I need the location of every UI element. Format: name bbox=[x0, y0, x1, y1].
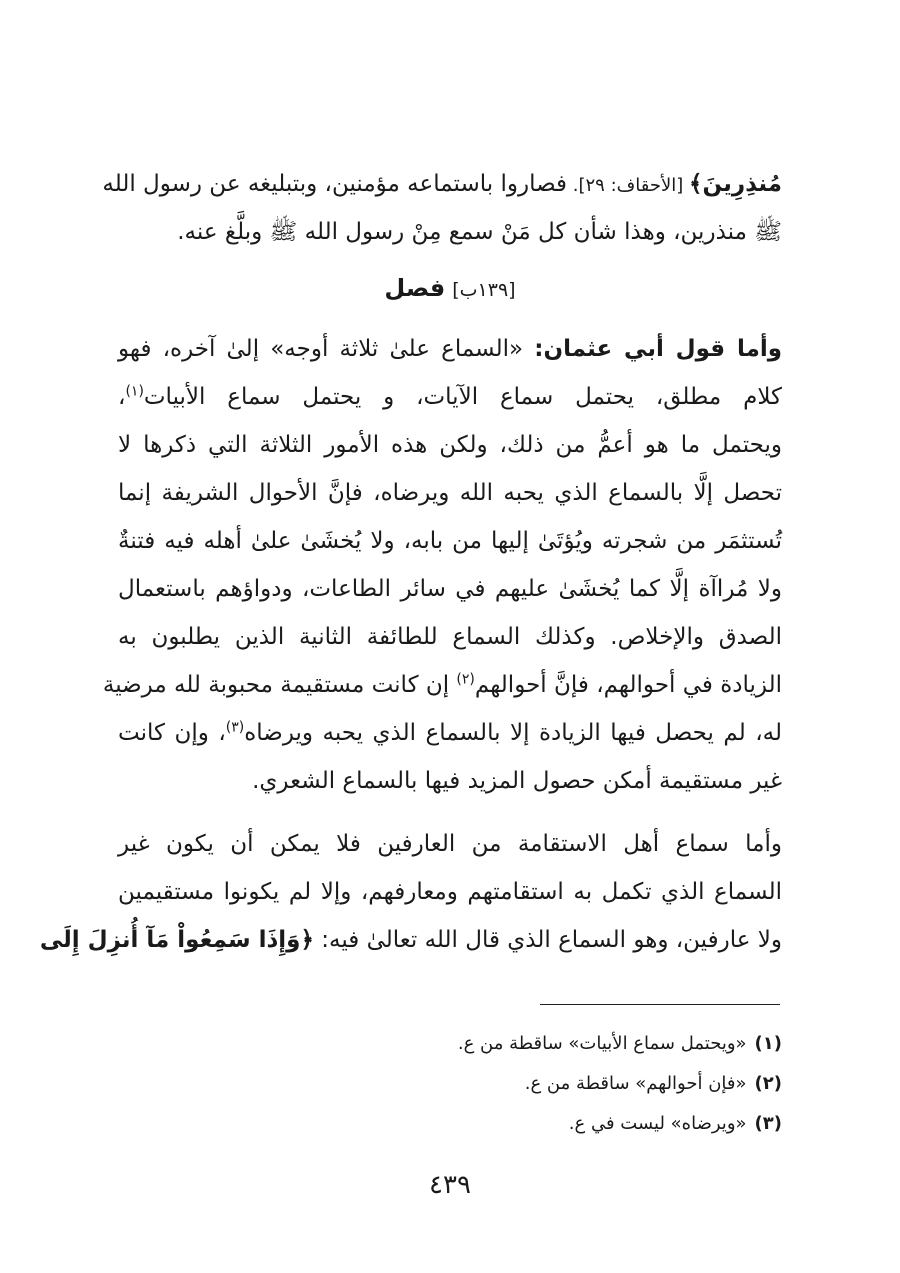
footnote-text: «فإن أحوالهم» ساقطة من ع. bbox=[524, 1073, 747, 1094]
footnote-number: (٣) bbox=[754, 1113, 782, 1134]
footnote-number: (٢) bbox=[754, 1073, 782, 1094]
text-line: وأما سماع أهل الاستقامة من العارفين فلا يمكن أن يكون غير bbox=[118, 831, 782, 857]
footnote-number: (١) bbox=[754, 1033, 782, 1054]
top-paragraph bbox=[102, 160, 782, 256]
quran-verse-start: ﴿وَإِذَا سَمِعُواْ مَآ أُنزِلَ إِلَى bbox=[39, 927, 314, 953]
lead-phrase: وأما قول أبي عثمان: bbox=[534, 336, 782, 362]
folio-marker: [١٣٩ب] bbox=[452, 279, 516, 301]
paragraph-2 bbox=[39, 820, 782, 964]
text-line: ولا مُراآة إلَّا كما يُخشَىٰ عليهم في سائر الطاعات، ودواؤهم باستعمال bbox=[118, 576, 782, 602]
page-number: ٤٣٩ bbox=[429, 1170, 471, 1200]
footnote-mark: (٣) bbox=[225, 719, 245, 736]
text-line: ﷺ منذرين، وهذا شأن كل مَنْ سمع مِنْ رسول الله ﷺ وبلَّغ عنه. bbox=[177, 219, 782, 245]
footnote bbox=[458, 1064, 782, 1104]
text-line: الزيادة في أحوالهم، فإنَّ أحوالهم$^{(٢)}$ إن كانت مستقيمة محبوبة لله مرضية bbox=[102, 671, 782, 698]
text-line: ويحتمل ما هو أعمُّ من ذلك، ولكن هذه الأمور الثلاثة التي ذكرها لا bbox=[118, 432, 782, 458]
text-line: وأما قول أبي عثمان: «السماع علىٰ ثلاثة أوجه» إلىٰ آخره، فهو bbox=[118, 336, 782, 362]
footnote bbox=[458, 1024, 782, 1064]
paragraph-1 bbox=[102, 325, 782, 805]
text-line: السماع الذي تكمل به استقامتهم ومعارفهم، وإلا لم يكونوا مستقيمين bbox=[118, 879, 782, 905]
text-line: مُنذِرِينَ﴾ [الأحقاف: ٢٩]. فصاروا باستماعه مؤمنين، وبتبليغه عن رسول الله bbox=[102, 171, 782, 197]
footnote-separator bbox=[540, 1004, 780, 1005]
text-line: تحصل إلَّا بالسماع الذي يحبه الله ويرضاه، فإنَّ الأحوال الشريفة إنما bbox=[118, 480, 782, 506]
text-line: غير مستقيمة أمكن حصول المزيد فيها بالسماع الشعري. bbox=[252, 768, 782, 794]
text-line: ولا عارفين، وهو السماع الذي قال الله تعالىٰ فيه: ﴿وَإِذَا سَمِعُواْ مَآ أُنزِلَ إِلَى bbox=[39, 927, 782, 953]
footnote bbox=[458, 1104, 782, 1144]
text-line: تُستثمَر من شجرته ويُؤتَىٰ إليها من بابه، ولا يُخشَىٰ علىٰ أهله فيه فتنةٌ bbox=[118, 528, 782, 554]
footnote-text: «ويرضاه» ليست في ع. bbox=[568, 1113, 747, 1134]
text-line: الصدق والإخلاص. وكذلك السماع للطائفة الثانية الذين يطلبون به bbox=[118, 624, 782, 650]
footnote-mark: (١) bbox=[125, 383, 144, 400]
text-line: كلام مطلق، يحتمل سماع الآيات، و يحتمل سماع الأبيات$^{(١)}$، bbox=[118, 383, 782, 410]
quran-verse-end: مُنذِرِينَ﴾ bbox=[689, 171, 782, 197]
footnote-mark: (٢) bbox=[456, 671, 475, 688]
footnote-text: «ويحتمل سماع الأبيات» ساقطة من ع. bbox=[457, 1033, 747, 1054]
section-title: فصل bbox=[384, 274, 446, 302]
quran-citation: [الأحقاف: ٢٩]. bbox=[567, 175, 690, 196]
section-heading bbox=[118, 274, 782, 302]
footnotes bbox=[458, 1024, 782, 1144]
text-line: له، لم يحصل فيها الزيادة إلا بالسماع الذي يحبه ويرضاه$^{(٣)}$، وإن كانت bbox=[118, 719, 782, 746]
